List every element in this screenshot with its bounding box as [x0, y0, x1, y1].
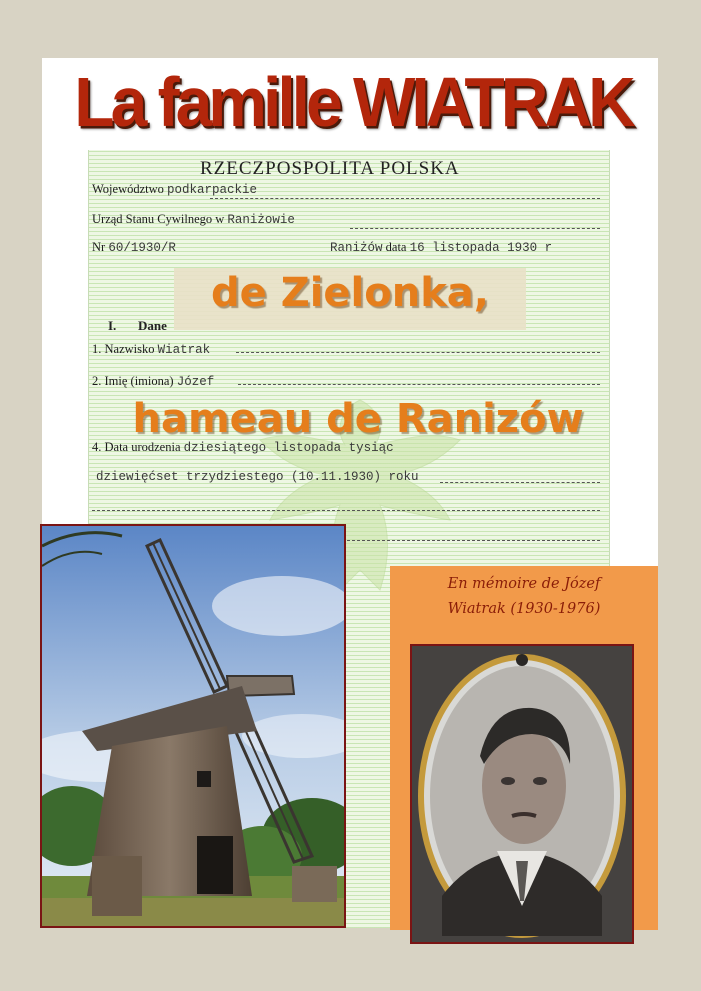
birth-date-words: dziewięćset trzydziestego (10.11.1930) roku: [96, 470, 419, 484]
windmill-photo: [40, 524, 346, 928]
section-title: Dane: [138, 318, 167, 333]
memorial-portrait: [410, 644, 634, 944]
birth-date-label: 4. Data urodzenia: [92, 440, 181, 454]
windmill-illustration: [42, 526, 344, 926]
voivodeship-row: [92, 182, 257, 197]
memorial-caption-line2: Wiatrak (1930-1976): [447, 601, 601, 617]
number-value: 60/1930/R: [108, 241, 176, 255]
certificate-header: RZECZPOSPOLITA POLSKA: [200, 158, 460, 179]
divider: [210, 198, 600, 199]
office-label: Urząd Stanu Cywilnego w: [92, 212, 225, 226]
given-name-row: [92, 374, 214, 389]
office-value: Raniżowie: [227, 213, 295, 227]
divider: [236, 352, 600, 353]
office-row: [92, 212, 295, 227]
date-row: [330, 240, 552, 255]
date-value: 16 listopada 1930 r: [409, 241, 553, 255]
hamlet-title: hameau de Ranizów: [132, 396, 584, 442]
birth-date-value: dziesiątego listopada tysiąc: [183, 441, 394, 455]
number-row: [92, 240, 176, 255]
divider: [92, 510, 600, 511]
number-label: Nr: [92, 240, 106, 254]
divider: [440, 482, 600, 483]
given-name-value: Józef: [176, 375, 215, 389]
divider: [350, 228, 600, 229]
date-label: data: [385, 240, 407, 254]
memorial-caption: [390, 572, 658, 622]
place-value: Raniżów: [330, 241, 383, 255]
portrait-plaque: [412, 646, 632, 942]
place-title: de Zielonka,: [211, 270, 489, 316]
voivodeship-value: podkarpackie: [167, 183, 258, 197]
voivodeship-label: Województwo: [92, 182, 164, 196]
main-title: La famille WIATRAK: [74, 63, 632, 141]
surname-row: [92, 342, 210, 357]
surname-label: 1. Nazwisko: [92, 342, 155, 356]
section-number: I.: [108, 318, 117, 333]
surname-value: Wiatrak: [157, 343, 211, 357]
memorial-caption-line1: En mémoire de Józef: [447, 576, 601, 592]
certificate-strip: [346, 648, 391, 928]
birth-date-row: [92, 440, 394, 455]
given-name-label: 2. Imię (imiona): [92, 374, 174, 388]
divider: [238, 384, 600, 385]
